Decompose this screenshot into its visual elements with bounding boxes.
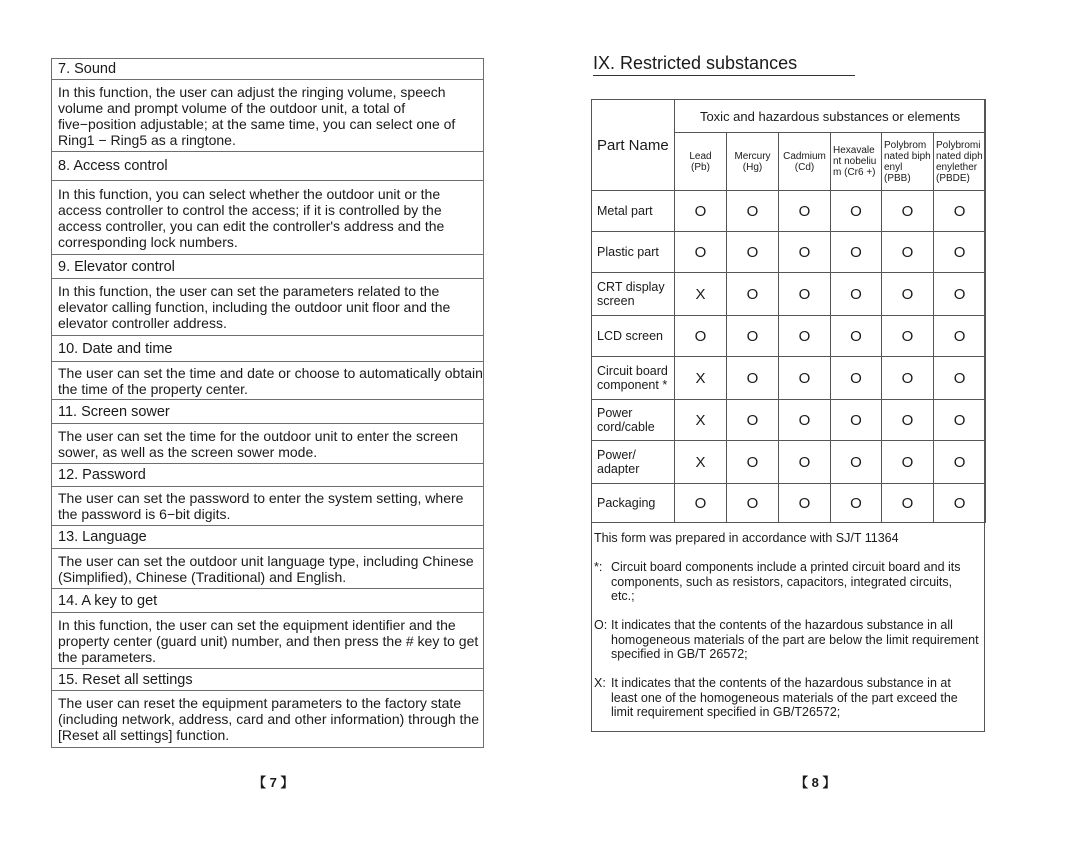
mark-cell: O: [779, 316, 831, 357]
mark-cell: O: [831, 357, 882, 400]
mark-cell: O: [831, 232, 882, 273]
mark-cell: O: [779, 441, 831, 484]
mark-cell: O: [779, 232, 831, 273]
footnote-text: It indicates that the contents of the hazardous substance in at least one of the homogeneous materials of the part exceed the limit requirement specified in GB/T26572;: [611, 676, 958, 719]
column-header-pbde: Polybromi nated diph enylether (PBDE): [934, 133, 986, 191]
mark-cell: O: [727, 191, 779, 232]
mark-cell: O: [727, 316, 779, 357]
part-name-cell: Packaging: [592, 484, 675, 523]
substances-table: [591, 99, 986, 523]
part-name-cell: CRT display screen: [592, 273, 675, 316]
mark-cell: O: [831, 484, 882, 523]
part-name-cell: Plastic part: [592, 232, 675, 273]
page-title: IX. Restricted substances: [593, 52, 855, 76]
section-heading-language: 13. Language: [52, 526, 484, 549]
section-body-password: The user can set the password to enter the system setting, where the password is 6−bit digits.: [52, 487, 484, 526]
section-body-screen-sower: The user can set the time for the outdoor unit to enter the screen sower, as well as the screen sower mode.: [52, 424, 484, 464]
substances-group-header: Toxic and hazardous substances or elements: [675, 100, 986, 133]
section-body-access-control: In this function, you can select whether the outdoor unit or the access controller to control the access; if it is controlled by the access controller, you can edit the controller's address and the corresponding lock numbers.: [52, 181, 484, 255]
mark-cell: O: [831, 191, 882, 232]
function-table: [51, 58, 484, 748]
footnote-x: [594, 676, 979, 720]
mark-cell: O: [779, 273, 831, 316]
mark-cell: O: [882, 232, 934, 273]
part-name-cell: LCD screen: [592, 316, 675, 357]
mark-cell: O: [882, 191, 934, 232]
mark-cell: O: [675, 191, 727, 232]
mark-cell: O: [882, 484, 934, 523]
mark-cell: O: [779, 191, 831, 232]
mark-cell: O: [934, 484, 986, 523]
mark-cell: O: [934, 232, 986, 273]
mark-cell: O: [882, 316, 934, 357]
section-heading-date-time: 10. Date and time: [52, 336, 484, 362]
section-body-key-to-get: In this function, the user can set the equipment identifier and the property center (guard unit) number, and then press the # key to get the parameters.: [52, 613, 484, 669]
footnote-symbol: X:: [594, 676, 606, 690]
footnote-text: It indicates that the contents of the hazardous substance in all homogeneous materials of the part are below the limit requirement specified in GB/T 26572;: [611, 618, 979, 661]
column-header-pbb: Polybrom nated biph enyl (PBB): [882, 133, 934, 191]
section-body-sound: In this function, the user can adjust the ringing volume, speech volume and prompt volume of the outdoor unit, a total of five−position adjustable; at the same time, you can select one of Ring1 − Ring5 as a ringtone.: [52, 80, 484, 152]
mark-cell: O: [675, 232, 727, 273]
mark-cell: O: [727, 357, 779, 400]
mark-cell: O: [831, 273, 882, 316]
mark-cell: O: [882, 357, 934, 400]
mark-cell: O: [675, 316, 727, 357]
column-header-lead: Lead (Pb): [675, 133, 727, 191]
mark-cell: X: [675, 273, 727, 316]
mark-cell: X: [675, 400, 727, 441]
mark-cell: O: [779, 400, 831, 441]
part-name-cell: Power cord/cable: [592, 400, 675, 441]
mark-cell: O: [779, 357, 831, 400]
footnote-symbol: O:: [594, 618, 608, 632]
footnote-symbol: *:: [594, 560, 603, 574]
mark-cell: O: [934, 357, 986, 400]
part-name-cell: Circuit board component *: [592, 357, 675, 400]
form-note: This form was prepared in accordance with SJ/T 11364: [594, 531, 899, 545]
mark-cell: O: [882, 273, 934, 316]
mark-cell: O: [934, 441, 986, 484]
part-name-cell: Power/ adapter: [592, 441, 675, 484]
column-header-cadmium: Cadmium (Cd): [779, 133, 831, 191]
mark-cell: O: [727, 232, 779, 273]
section-body-date-time: The user can set the time and date or choose to automatically obtain the time of the property center.: [52, 362, 484, 400]
section-body-language: The user can set the outdoor unit language type, including Chinese (Simplified), Chinese (Traditional) and English.: [52, 549, 484, 589]
section-heading-key-to-get: 14. A key to get: [52, 589, 484, 613]
footnote-o: [594, 618, 979, 662]
mark-cell: X: [675, 441, 727, 484]
section-body-reset-settings: The user can reset the equipment parameters to the factory state (including network, address, card and other information) through the [Reset all settings] function.: [52, 691, 484, 748]
page-number-right: 【 8 】: [795, 775, 836, 790]
section-heading-elevator-control: 9. Elevator control: [52, 255, 484, 279]
mark-cell: O: [727, 441, 779, 484]
section-heading-screen-sower: 11. Screen sower: [52, 400, 484, 424]
section-body-elevator-control: In this function, the user can set the parameters related to the elevator calling function, including the outdoor unit floor and the elevator controller address.: [52, 279, 484, 336]
column-header-hexavalent-chromium: Hexavale nt nobeliu m (Cr6 +): [831, 133, 882, 191]
mark-cell: O: [882, 400, 934, 441]
mark-cell: O: [831, 441, 882, 484]
mark-cell: O: [934, 273, 986, 316]
mark-cell: O: [779, 484, 831, 523]
column-header-mercury: Mercury (Hg): [727, 133, 779, 191]
mark-cell: O: [934, 191, 986, 232]
mark-cell: X: [675, 357, 727, 400]
mark-cell: O: [831, 400, 882, 441]
mark-cell: O: [831, 316, 882, 357]
part-name-header: Part Name: [592, 100, 675, 191]
mark-cell: O: [727, 400, 779, 441]
footnote-text: Circuit board components include a printed circuit board and its components, such as resistors, capacitors, integrated circuits, etc.;: [611, 560, 961, 603]
mark-cell: O: [727, 273, 779, 316]
mark-cell: O: [934, 400, 986, 441]
mark-cell: O: [675, 484, 727, 523]
section-heading-reset-settings: 15. Reset all settings: [52, 669, 484, 691]
footnote-asterisk: [594, 560, 979, 604]
section-heading-sound: 7. Sound: [52, 59, 484, 80]
mark-cell: O: [882, 441, 934, 484]
section-heading-access-control: 8. Access control: [52, 152, 484, 181]
part-name-cell: Metal part: [592, 191, 675, 232]
page-number-left: 【 7 】: [253, 775, 294, 790]
section-heading-password: 12. Password: [52, 464, 484, 487]
mark-cell: O: [934, 316, 986, 357]
mark-cell: O: [727, 484, 779, 523]
